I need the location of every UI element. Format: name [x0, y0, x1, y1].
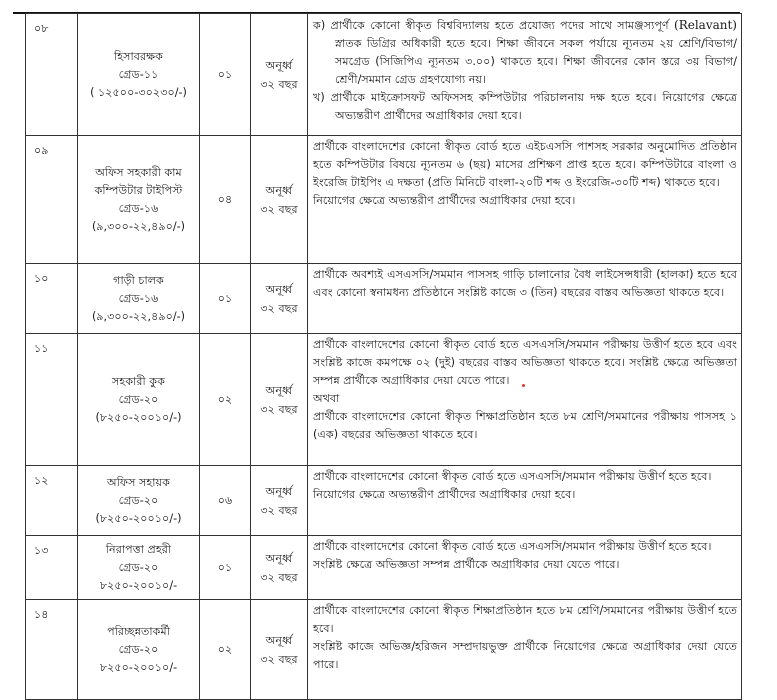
age-limit-cell [251, 536, 308, 600]
post-cell [78, 264, 200, 334]
requirements-cell [308, 14, 742, 136]
serial-cell: ০৯ [26, 136, 78, 264]
serial-cell: ১২ [26, 466, 78, 536]
age-limit-line: অনূর্ধ্ব [265, 633, 293, 647]
post-cell [78, 136, 200, 264]
requirement-item: খ) প্রার্থীকে মাইক্রোসফট অফিসসহ কম্পিউটার পরিচালনায় দক্ষ হতে হবে। নিয়োগের ক্ষেত্রে অভ্যন্তরীণ প্রার্থীদের অগ্রাধিকার দেয়া হবে। [313, 91, 737, 122]
age-limit-line: ৩২ বছর [260, 77, 298, 91]
vacancy-count-cell: ০১ [200, 264, 251, 334]
pay-scale: ( ১২৫০০-৩০২৩০/-) [90, 85, 187, 99]
post-title-line: কম্পিউটার টাইপিস্ট [94, 183, 183, 197]
vacancy-count-cell: ০১ [200, 14, 251, 136]
table-row [26, 600, 742, 700]
table-row [26, 136, 742, 264]
age-limit-line: অনূর্ধ্ব [265, 183, 293, 197]
pay-scale: ৮২৫০-২০০১০/- [99, 660, 178, 674]
grade-label: গ্রেড-২০ [118, 560, 159, 574]
age-limit-line: অনূর্ধ্ব [265, 551, 293, 565]
requirements-cell [308, 334, 742, 466]
requirement-paragraph: প্রার্থীকে বাংলাদেশের কোনো স্বীকৃত শিক্ষাপ্রতিষ্ঠান হতে ৮ম শ্রেণি/সমমানের পরীক্ষায় পাসসহ ১ (এক) বছরের অভিজ্ঞতা থাকতে হবে। [313, 410, 737, 441]
table-row [26, 264, 742, 334]
age-limit-line: অনূর্ধ্ব [265, 484, 293, 498]
vacancy-count-cell: ০২ [200, 334, 251, 466]
red-mark-dot [522, 384, 525, 387]
requirements-cell [308, 264, 742, 334]
age-limit-cell [251, 264, 308, 334]
english-term: (Relavant) [674, 18, 737, 32]
pay-scale: (৯,৩০০-২২,৪৯০/-) [91, 219, 186, 233]
age-limit-cell [251, 14, 308, 136]
grade-label: গ্রেড-২০ [118, 392, 159, 406]
requirement-paragraph: নিয়োগের ক্ষেত্রে অভ্যন্তরীণ প্রার্থীদের অগ্রাধিকার দেয়া হবে। [313, 488, 576, 501]
serial-cell: ১৪ [26, 600, 78, 700]
vacancy-count-cell: ০৪ [200, 136, 251, 264]
requirement-paragraph: প্রার্থীকে বাংলাদেশের কোনো স্বীকৃত শিক্ষাপ্রতিষ্ঠান হতে ৮ম শ্রেণি/সমমানের পরীক্ষায় উত্তীর্ণ হতে হবে। [313, 604, 737, 635]
requirements-cell [308, 136, 742, 264]
table-row [26, 466, 742, 536]
pay-scale: (৮২৫০-২০০১০/-) [95, 410, 182, 424]
grade-label: গ্রেড-২০ [118, 493, 159, 507]
age-limit-line: ৩২ বছর [260, 652, 298, 666]
serial-cell: ০৮ [26, 14, 78, 136]
table-row [26, 536, 742, 600]
requirement-paragraph: প্রার্থীকে বাংলাদেশের কোনো স্বীকৃত বোর্ড হতে এসএসসি/সমমান পরীক্ষায় উত্তীর্ণ হতে হবে এবং সংশ্লিষ্ট কাজে কমপক্ষে ০২ (দুই) বছরের বাস্তব অভিজ্ঞতা থাকতে হবে। সংশ্লিষ্ট ক্ষেত্রে অভিজ্ঞতা সম্পন্ন প্রার্থীকে অগ্রাধিকার দেয়া যেতে পারে। [313, 338, 737, 387]
vacancy-count-cell: ০৬ [200, 466, 251, 536]
table-row [26, 334, 742, 466]
requirement-paragraph: প্রার্থীকে অবশ্যই এসএসসি/সমমান পাসসহ গাড়ি চালানোর বৈধ লাইসেন্সধারী (হালকা) হতে হবে এবং কোনো স্বনামধন্য প্রতিষ্ঠানে সংশ্লিষ্ট কাজে ৩ (তিন) বছরের বাস্তব অভিজ্ঞতা থাকতে হবে। [313, 268, 737, 299]
age-limit-cell [251, 136, 308, 264]
age-limit-cell [251, 600, 308, 700]
post-cell [78, 600, 200, 700]
requirement-paragraph: নিয়োগের ক্ষেত্রে অভ্যন্তরীণ প্রার্থীদের অগ্রাধিকার দেয়া হবে। [313, 194, 576, 207]
vacancy-count-cell: ০১ [200, 536, 251, 600]
post-cell [78, 334, 200, 466]
requirements-cell [308, 600, 742, 700]
age-limit-line: ৩২ বছর [260, 503, 298, 517]
table-row [26, 14, 742, 136]
age-limit-line: ৩২ বছর [260, 301, 298, 315]
requirement-paragraph: প্রার্থীকে বাংলাদেশের কোনো স্বীকৃত বোর্ড হতে এসএসসি/সমমান পরীক্ষায় উত্তীর্ণ হতে হবে। [313, 470, 712, 483]
post-title: গাড়ী চালক [113, 273, 164, 287]
post-cell [78, 466, 200, 536]
pay-scale: (৮২৫০-২০০১০/-) [95, 511, 182, 525]
post-cell [78, 14, 200, 136]
requirements-cell [308, 536, 742, 600]
serial-cell: ১১ [26, 334, 78, 466]
post-cell [78, 536, 200, 600]
grade-label: গ্রেড-১১ [118, 67, 159, 81]
age-limit-line: অনূর্ধ্ব [265, 58, 293, 72]
age-limit-line: ৩২ বছর [260, 570, 298, 584]
age-limit-cell [251, 466, 308, 536]
grade-label: গ্রেড-১৬ [118, 201, 159, 215]
age-limit-line: অনূর্ধ্ব [265, 282, 293, 296]
serial-cell: ১৩ [26, 536, 78, 600]
grade-label: গ্রেড-১৬ [118, 291, 159, 305]
pay-scale: ৮২৫০-২০০১০/- [99, 578, 178, 592]
requirements-cell [308, 466, 742, 536]
job-requirements-table [25, 13, 742, 700]
post-title: নিরাপত্তা প্রহরী [105, 542, 172, 556]
requirement-paragraph: সংশ্লিষ্ট ক্ষেত্রে অভিজ্ঞতা সম্পন্ন প্রার্থীকে অগ্রাধিকার দেয়া যেতে পারে। [313, 558, 620, 571]
requirement-paragraph: সংশ্লিষ্ট কাজে অভিজ্ঞ/হরিজন সম্প্রদায়ভুক্ত প্রার্থীকে নিয়োগের ক্ষেত্রে অগ্রাধিকার দেয়া যেতে পারে। [313, 640, 737, 671]
requirement-item: ক) প্রার্থীকে কোনো স্বীকৃত বিশ্ববিদ্যালয় হতে প্রযোজ্য পদের সাথে সামঞ্জস্যপূর্ণ (Relavant) স্নাতক ডিগ্রির অধিকারী হতে হবে। শিক্ষা জীবনে সকল পর্যায়ে ন্যূনতম ২য় শ্রেণি/বিভাগ/সমগ্রেড (সিজিপিএ ন্যূনতম ৩.০০) থাকতে হবে। শিক্ষা জীবনের কোন স্তরে ৩য় বিভাগ/শ্রেণী/সমমান গ্রেড গ্রহণযোগ্য নয়। [313, 18, 737, 86]
post-title: পরিচ্ছন্নতাকর্মী [107, 624, 170, 638]
age-limit-cell [251, 334, 308, 466]
pay-scale: (৯,৩০০-২২,৪৯০/-) [91, 309, 186, 323]
grade-label: গ্রেড-২০ [118, 642, 159, 656]
post-title: অফিস সহকারী কাম [95, 165, 182, 179]
age-limit-line: ৩২ বছর [260, 402, 298, 416]
serial-cell: ১০ [26, 264, 78, 334]
requirement-paragraph: প্রার্থীকে বাংলাদেশের কোনো স্বীকৃত বোর্ড হতে এসএসসি/সমমান পরীক্ষায় উত্তীর্ণ হতে হবে। [313, 540, 712, 553]
age-limit-line: অনূর্ধ্ব [265, 383, 293, 397]
post-title: অফিস সহায়ক [107, 475, 170, 489]
post-title: সহকারী কুক [112, 374, 165, 388]
post-title: হিসাবরক্ষক [114, 49, 163, 63]
requirement-paragraph: প্রার্থীকে বাংলাদেশের কোনো স্বীকৃত বোর্ড হতে এইচএসসি পাশসহ সরকার অনুমোদিত প্রতিষ্ঠান হতে কম্পিউটার বিষয়ে ন্যূনতম ৬ (ছয়) মাসের প্রশিক্ষণ প্রাপ্ত হতে হবে। কম্পিউটারে বাংলা ও ইংরেজি টাইপিং এ দক্ষতা (প্রতি মিনিটে বাংলা-২০টি শব্দ ও ইংরেজি-৩০টি শব্দ) থাকতে হবে। [313, 140, 737, 189]
requirement-paragraph: অথবা [313, 392, 340, 405]
vacancy-count-cell: ০২ [200, 600, 251, 700]
age-limit-line: ৩২ বছর [260, 202, 298, 216]
